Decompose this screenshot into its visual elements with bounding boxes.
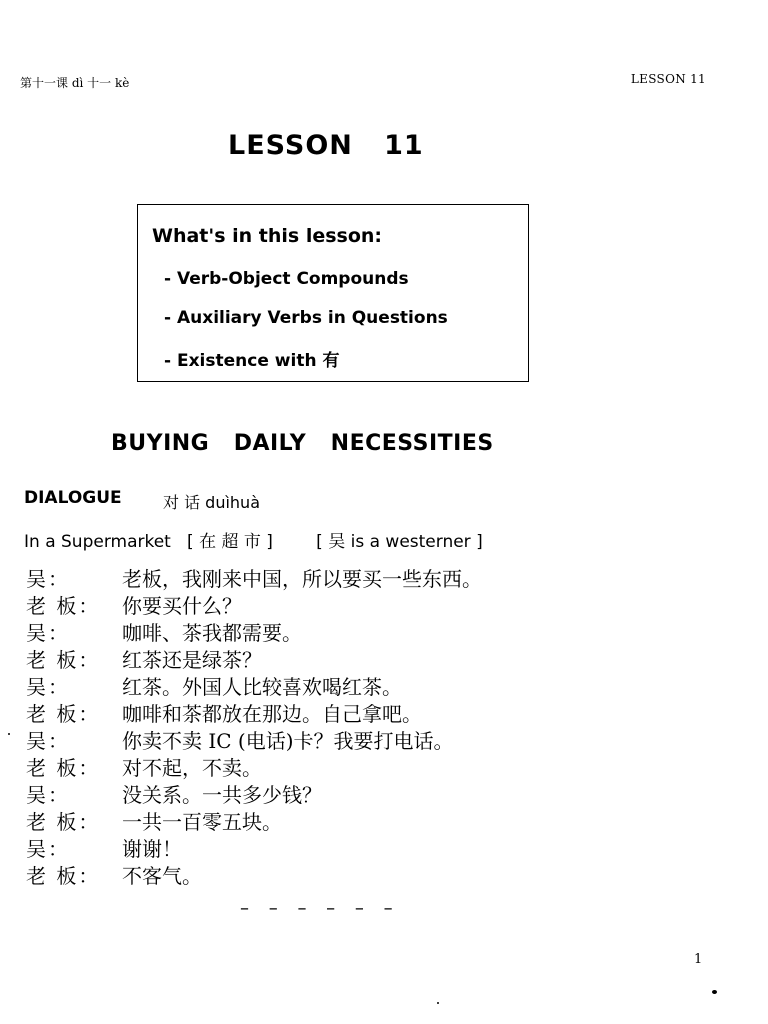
dialogue-line: [26, 617, 726, 644]
dialogue-line: [26, 563, 726, 590]
lesson-summary-item: - Auxiliary Verbs in Questions: [164, 308, 448, 328]
dialogue-line: [26, 806, 726, 833]
speaker: 老 板：: [26, 702, 101, 726]
dialogue-label: DIALOGUE: [24, 488, 122, 508]
dialogue-line: [26, 860, 726, 887]
line-text: 对不起，不卖。: [122, 756, 262, 780]
line-text: 老板，我刚来中国，所以要买一些东西。: [122, 567, 482, 591]
speaker: 老 板：: [26, 594, 101, 618]
dialogue-label-chinese: 对 话 duìhuà: [163, 493, 261, 512]
dialogue-lines: [26, 563, 726, 887]
speaker: 老 板：: [26, 756, 101, 780]
speaker: 吴：: [26, 567, 70, 591]
speaker: 老 板：: [26, 810, 101, 834]
section-separator: – – – – – –: [240, 898, 400, 919]
line-text: 不客气。: [122, 864, 202, 888]
speaker: 老 板：: [26, 864, 101, 888]
line-text: 你要买什么？: [122, 594, 242, 618]
speaker: 吴：: [26, 837, 70, 861]
dialogue-line: [26, 590, 726, 617]
section-title: BUYING DAILY NECESSITIES: [111, 431, 494, 456]
lesson-summary-item: - Existence with 有: [164, 351, 340, 371]
lesson-summary-item: - Verb-Object Compounds: [164, 269, 409, 289]
scan-speck: [437, 1002, 439, 1004]
line-text: 没关系。一共多少钱？: [122, 783, 322, 807]
page-title: LESSON 11: [228, 130, 424, 161]
speaker: 吴：: [26, 729, 70, 753]
line-text: 咖啡、茶我都需要。: [122, 621, 302, 645]
line-text: 一共一百零五块。: [122, 810, 282, 834]
speaker: 吴：: [26, 621, 70, 645]
dialogue-line: [26, 671, 726, 698]
dialogue-line: [26, 752, 726, 779]
dialogue-line: [26, 644, 726, 671]
speaker: 老 板：: [26, 648, 101, 672]
lesson-summary-heading: What's in this lesson:: [152, 225, 383, 247]
dialogue-line: [26, 779, 726, 806]
dialogue-line: [26, 725, 726, 752]
scan-speck: [8, 733, 10, 735]
line-text: 咖啡和茶都放在那边。自己拿吧。: [122, 702, 422, 726]
lesson-summary-box: [137, 204, 529, 382]
line-text: 你卖不卖 IC (电话)卡？我要打电话。: [122, 729, 454, 753]
line-text: 红茶还是绿茶？: [122, 648, 262, 672]
running-header-lesson: LESSON 11: [630, 72, 706, 86]
scan-speck: [712, 990, 717, 994]
dialogue-line: [26, 698, 726, 725]
dialogue-setting: In a Supermarket [ 在 超 市 ] [ 吴 is a westerner ]: [24, 532, 483, 552]
line-text: 谢谢！: [122, 837, 182, 861]
speaker: 吴：: [26, 675, 70, 699]
speaker: 吴：: [26, 783, 70, 807]
line-text: 红茶。外国人比较喜欢喝红茶。: [122, 675, 402, 699]
dialogue-line: [26, 833, 726, 860]
running-header-chapter: 第十一课 dì 十一 kè: [20, 76, 130, 90]
page-number: 1: [694, 952, 703, 967]
